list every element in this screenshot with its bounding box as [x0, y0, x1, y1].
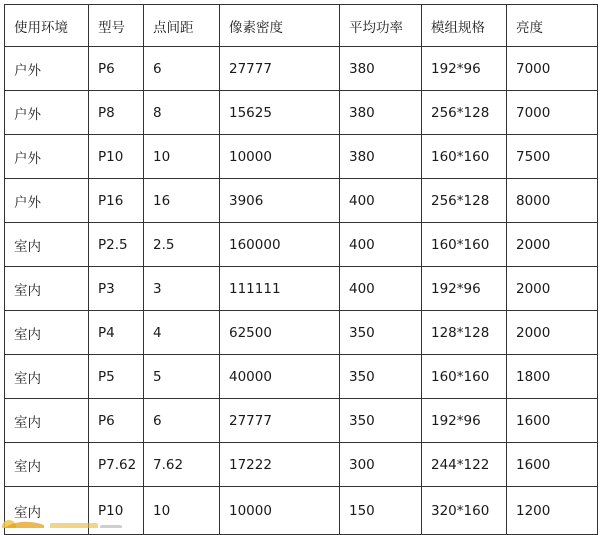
cell-average-power: 300 [340, 443, 422, 487]
cell-average-power: 150 [340, 487, 422, 535]
cell-module-size: 128*128 [422, 311, 507, 355]
watermark-logo [0, 514, 125, 528]
cell-module-size: 192*96 [422, 399, 507, 443]
cell-brightness: 7000 [507, 91, 598, 135]
header-average-power: 平均功率 [340, 5, 422, 47]
cell-pixel-density: 17222 [220, 443, 340, 487]
cell-pixel-pitch: 4 [144, 311, 220, 355]
cell-environment: 室内 [5, 223, 89, 267]
cell-module-size: 256*128 [422, 179, 507, 223]
cell-pixel-pitch: 6 [144, 399, 220, 443]
cell-module-size: 192*96 [422, 267, 507, 311]
cell-module-size: 160*160 [422, 355, 507, 399]
cell-environment: 户外 [5, 135, 89, 179]
header-brightness: 亮度 [507, 5, 598, 47]
cell-environment: 户外 [5, 179, 89, 223]
cell-average-power: 380 [340, 91, 422, 135]
cell-pixel-density: 10000 [220, 487, 340, 535]
cell-brightness: 1200 [507, 487, 598, 535]
cell-environment: 户外 [5, 91, 89, 135]
watermark-logo-icon [0, 515, 125, 528]
cell-environment: 室内 [5, 443, 89, 487]
cell-environment: 室内 [5, 487, 89, 535]
cell-pixel-density: 27777 [220, 399, 340, 443]
cell-model: P16 [89, 179, 144, 223]
cell-module-size: 160*160 [422, 223, 507, 267]
table-row [5, 399, 598, 443]
cell-model: P4 [89, 311, 144, 355]
cell-pixel-pitch: 10 [144, 487, 220, 535]
cell-pixel-density: 3906 [220, 179, 340, 223]
cell-environment: 室内 [5, 355, 89, 399]
cell-pixel-pitch: 8 [144, 91, 220, 135]
cell-pixel-density: 27777 [220, 47, 340, 91]
cell-environment: 室内 [5, 399, 89, 443]
table-row [5, 311, 598, 355]
cell-brightness: 1600 [507, 399, 598, 443]
cell-brightness: 1800 [507, 355, 598, 399]
table-row [5, 91, 598, 135]
header-model: 型号 [89, 5, 144, 47]
cell-pixel-density: 40000 [220, 355, 340, 399]
cell-average-power: 380 [340, 135, 422, 179]
cell-average-power: 350 [340, 311, 422, 355]
cell-module-size: 320*160 [422, 487, 507, 535]
cell-model: P6 [89, 47, 144, 91]
cell-environment: 户外 [5, 47, 89, 91]
cell-pixel-pitch: 5 [144, 355, 220, 399]
cell-brightness: 8000 [507, 179, 598, 223]
cell-pixel-pitch: 16 [144, 179, 220, 223]
cell-brightness: 1600 [507, 443, 598, 487]
cell-pixel-pitch: 6 [144, 47, 220, 91]
table-row [5, 47, 598, 91]
cell-pixel-density: 111111 [220, 267, 340, 311]
table-body [5, 47, 598, 535]
cell-pixel-density: 62500 [220, 311, 340, 355]
cell-module-size: 256*128 [422, 91, 507, 135]
cell-module-size: 160*160 [422, 135, 507, 179]
table-row [5, 135, 598, 179]
cell-module-size: 244*122 [422, 443, 507, 487]
cell-pixel-pitch: 10 [144, 135, 220, 179]
watermark-bar-shape [50, 523, 98, 528]
table-row [5, 223, 598, 267]
cell-model: P7.62 [89, 443, 144, 487]
cell-pixel-pitch: 3 [144, 267, 220, 311]
cell-model: P6 [89, 399, 144, 443]
cell-model: P10 [89, 487, 144, 535]
header-pixel-pitch: 点间距 [144, 5, 220, 47]
table-row [5, 443, 598, 487]
cell-brightness: 2000 [507, 223, 598, 267]
table-row [5, 355, 598, 399]
cell-average-power: 380 [340, 47, 422, 91]
cell-pixel-pitch: 7.62 [144, 443, 220, 487]
cell-pixel-pitch: 2.5 [144, 223, 220, 267]
header-module-size: 模组规格 [422, 5, 507, 47]
cell-average-power: 400 [340, 223, 422, 267]
cell-model: P2.5 [89, 223, 144, 267]
cell-model: P8 [89, 91, 144, 135]
cell-model: P5 [89, 355, 144, 399]
table-header-row [5, 5, 598, 47]
table-row [5, 267, 598, 311]
cell-pixel-density: 160000 [220, 223, 340, 267]
cell-average-power: 350 [340, 355, 422, 399]
cell-average-power: 400 [340, 179, 422, 223]
cell-brightness: 2000 [507, 267, 598, 311]
cell-average-power: 400 [340, 267, 422, 311]
cell-environment: 室内 [5, 311, 89, 355]
cell-environment: 室内 [5, 267, 89, 311]
table-row [5, 179, 598, 223]
cell-brightness: 7500 [507, 135, 598, 179]
header-pixel-density: 像素密度 [220, 5, 340, 47]
header-environment: 使用环境 [5, 5, 89, 47]
cell-model: P3 [89, 267, 144, 311]
cell-brightness: 2000 [507, 311, 598, 355]
cell-model: P10 [89, 135, 144, 179]
cell-average-power: 350 [340, 399, 422, 443]
cell-pixel-density: 15625 [220, 91, 340, 135]
cell-brightness: 7000 [507, 47, 598, 91]
cell-module-size: 192*96 [422, 47, 507, 91]
spec-table [4, 4, 598, 535]
cell-pixel-density: 10000 [220, 135, 340, 179]
